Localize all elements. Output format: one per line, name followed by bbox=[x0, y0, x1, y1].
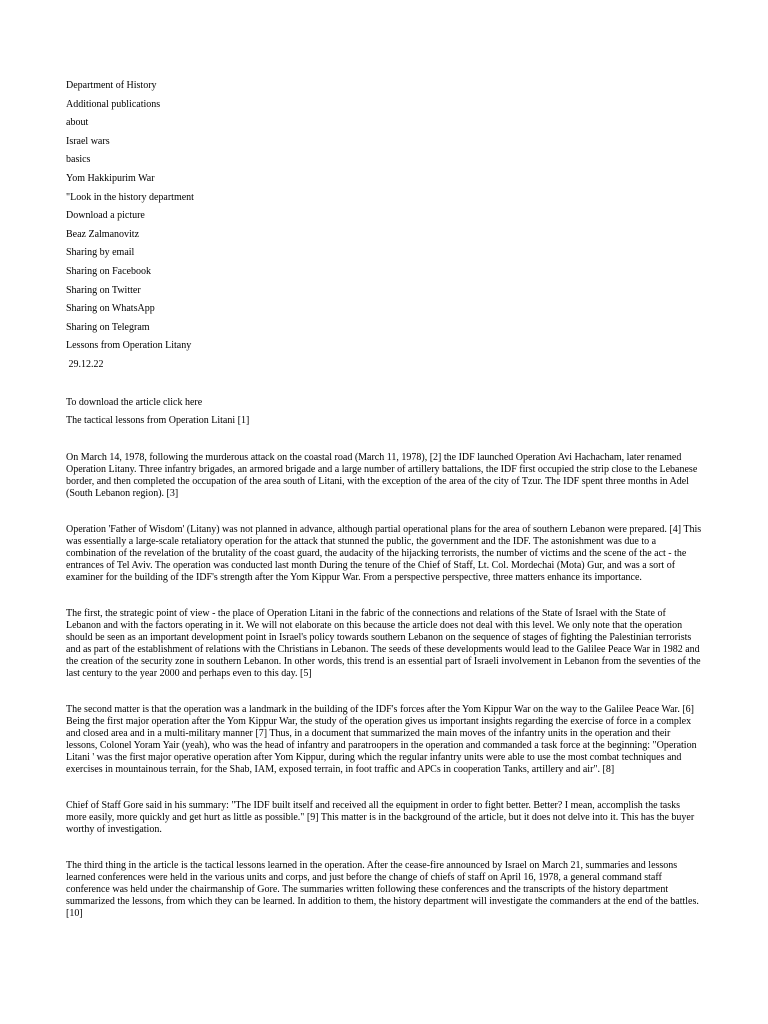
nav-link[interactable]: basics bbox=[66, 154, 91, 166]
article-date: 29.12.22 bbox=[66, 359, 104, 370]
nav-link[interactable]: Sharing on WhatsApp bbox=[66, 303, 155, 315]
article-paragraph-4: The second matter is that the operation was a landmark in the building of the IDF's forces after the Yom Kippur War on the way to the Galilee Peace War. [6] Being the first major operation after the Yom Kippur War, the study of the operation gives us important insights regarding the exercise of force in a complex and closed area and in a multi-military manner [7] Thus, in a document that summarized the main moves of the infantry units in the operation and their lessons, Colonel Yoram Yair (yeah), who was the head of infantry and paratroopers in the operation and commanded a task force at the beginning: "Operation Litani ' was the first major operative operation after Yom Kippur, during which the regular infantry units were able to use the most combat techniques and exercises in mountainous terrain, for the Shab, IAM, exposed terrain, in foot traffic and APCs in cooperation Tanks, artillery and air". [8] bbox=[66, 704, 697, 775]
nav-link[interactable]: Yom Hakkipurim War bbox=[66, 172, 155, 184]
article-subtitle: The tactical lessons from Operation Litani [1] bbox=[66, 415, 250, 426]
nav-link[interactable]: Beaz Zalmanovitz bbox=[66, 228, 140, 240]
nav-item-download-picture[interactable] bbox=[66, 209, 194, 228]
nav-item-yom-hakkipurim-war[interactable] bbox=[66, 172, 194, 191]
article-paragraph-1: On March 14, 1978, following the murderous attack on the coastal road (March 11, 1978), [2] the IDF launched Operation Avi Hachacham, later renamed Operation Litany. Three infantry brigades, an armored brigade and a large number of artillery battalions, the IDF first occupied the strip close to the Lebanese border, and then completed the occupation of the area south of Litani, with the exception of the area of the city of Tzur. The IDF spent three months in Adel (South Lebanon region). [3] bbox=[66, 452, 698, 499]
share-twitter-link[interactable] bbox=[66, 284, 194, 303]
share-telegram-link[interactable] bbox=[66, 321, 194, 340]
nav-link[interactable]: Department of History bbox=[66, 80, 157, 91]
nav-item-department-of-history[interactable] bbox=[66, 79, 194, 98]
nav-item-basics[interactable] bbox=[66, 153, 194, 172]
nav-link[interactable]: about bbox=[66, 117, 89, 129]
nav-link[interactable]: Israel wars bbox=[66, 135, 110, 147]
article-title: Lessons from Operation Litany bbox=[66, 340, 192, 351]
nav-link[interactable]: Sharing by email bbox=[66, 247, 135, 259]
download-article-link[interactable] bbox=[66, 396, 202, 409]
article-paragraph-2: Operation 'Father of Wisdom' (Litany) was not planned in advance, although partial operational plans for the area of southern Lebanon were prepared. [4] This was essentially a large-scale retaliatory operation for the attack that stunned the public, the government and the IDF. The astonishment was due to a combination of the revelation of the brutality of the coast guard, the audacity of the hijacking terrorists, the number of victims and the scene of the act - the entrances of Tel Aviv. The operation was conducted last month During the tenure of the Chief of Staff, Lt. Col. Mordechai (Mota) Gur, and was a sort of examiner for the building of the IDF's strength after the Yom Kippur War. From a perspective perspective, three matters enhance its importance. bbox=[66, 524, 702, 583]
nav-link[interactable]: Sharing on Twitter bbox=[66, 284, 141, 296]
nav-link[interactable]: Download a picture bbox=[66, 210, 145, 222]
share-facebook-link[interactable] bbox=[66, 265, 194, 284]
nav-item-israel-wars[interactable] bbox=[66, 135, 194, 154]
nav-link[interactable]: Additional publications bbox=[66, 98, 161, 110]
share-whatsapp-link[interactable] bbox=[66, 302, 194, 321]
nav-link[interactable]: "Look in the history department bbox=[66, 191, 194, 203]
nav-item-about[interactable] bbox=[66, 116, 194, 135]
nav-menu bbox=[66, 79, 194, 339]
article-paragraph-3: The first, the strategic point of view - the place of Operation Litani in the fabric of the connections and relations of the State of Israel with the State of Lebanon and with the factors operating in it. We will not elaborate on this because the article does not deal with this level. We only note that the operation should be seen as an important development point in Israel's policy towards southern Lebanon on the sequence of stages of fighting the Palestinian terrorists and as part of the establishment of relations with the Christians in Lebanon. The seeds of these developments would lead to the Galilee Peace War in 1982 and the creation of the security zone in southern Lebanon. In other words, this trend is an essential part of Israeli involvement in Lebanon from the seventies of the last century to the year 2000 and perhaps even to this day. [5] bbox=[66, 608, 701, 679]
nav-link[interactable]: Sharing on Telegram bbox=[66, 321, 150, 333]
nav-link[interactable]: Sharing on Facebook bbox=[66, 265, 151, 277]
nav-item-additional-publications[interactable] bbox=[66, 98, 194, 117]
share-email-link[interactable] bbox=[66, 246, 194, 265]
download-article-anchor[interactable]: To download the article click here bbox=[66, 397, 203, 408]
nav-item-look-in-history-department[interactable] bbox=[66, 191, 194, 210]
article-paragraph-5: Chief of Staff Gore said in his summary: "The IDF built itself and received all the equipment in order to fight better. Better? I mean, accomplish the tasks more easily, more quickly and get hurt as little as possible." [9] This matter is in the background of the article, but it does not delve into it. This has the buyer worthy of investigation. bbox=[66, 800, 695, 835]
nav-item-author[interactable] bbox=[66, 228, 194, 247]
article-paragraph-6: The third thing in the article is the tactical lessons learned in the operation. After the cease-fire announced by Israel on March 21, summaries and lessons learned conferences were held in the various units and corps, and just before the change of chiefs of staff on April 16, 1978, a general command staff conference was held under the chairmanship of Gore. The summaries written following these conferences and the transcripts of the history department summarized the lessons, from which they can be learned. In addition to them, the history department will investigate the commanders at the end of the battles. [10] bbox=[66, 860, 699, 919]
